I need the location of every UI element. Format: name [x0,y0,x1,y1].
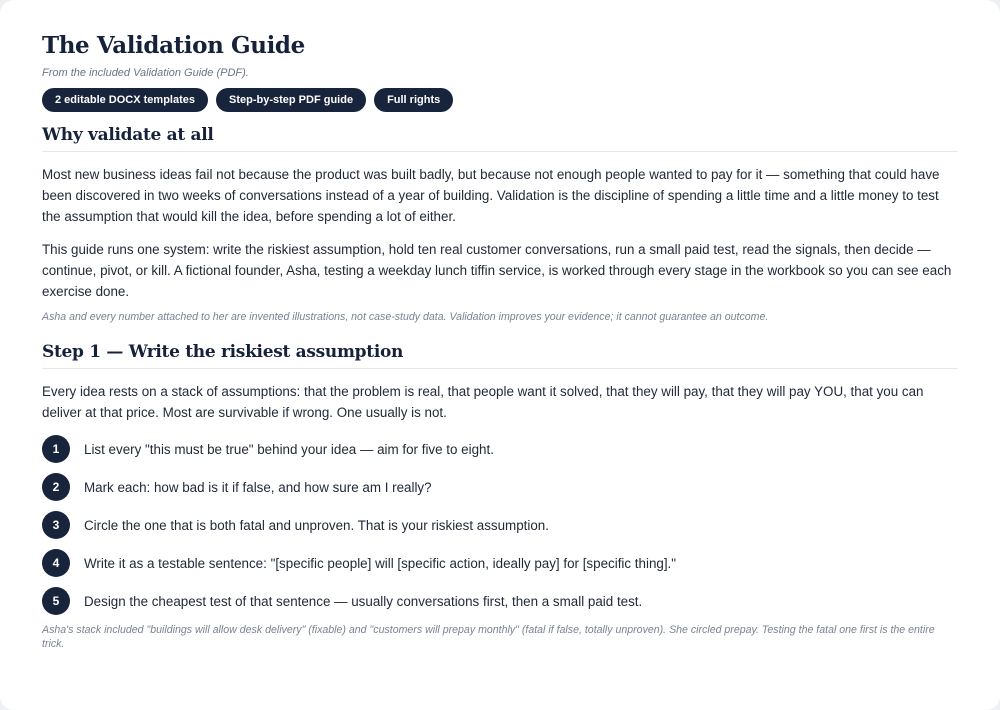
section-heading-step-1: Step 1 — Write the riskiest assumption [42,342,958,369]
list-item [42,511,958,539]
badge-pdf-guide: Step-by-step PDF guide [216,88,366,112]
why-paragraph-2: This guide runs one system: write the riskiest assumption, hold ten real customer conversations, run a small paid test, read the signals, then decide — continue, pivot, or kill. A fictional founder, Asha, testing a weekday lunch tiffin service, is worked through every stage in the workbook so you can see each exercise done. [42,242,952,299]
badge-row [42,88,958,112]
badge-docx-templates: 2 editable DOCX templates [42,88,208,112]
source-note: From the included Validation Guide (PDF). [42,67,249,79]
step-number-badge: 1 [42,435,70,463]
list-item [42,473,958,501]
step-text: Circle the one that is both fatal and unproven. That is your riskiest assumption. [84,517,549,533]
page-title: The Validation Guide [42,32,305,59]
step-1-intro: Every idea rests on a stack of assumptions: that the problem is real, that people want it solved, that they will pay, that they will pay YOU, that you can deliver at that price. Most are survivable if wrong. One usually is not. [42,384,924,420]
step-text: Design the cheapest test of that sentence — usually conversations first, then a small paid test. [84,593,643,609]
section-step-1 [42,342,958,651]
step-text: Mark each: how bad is it if false, and how sure am I really? [84,479,432,495]
list-item [42,549,958,577]
step-list [42,435,958,615]
step-number-badge: 3 [42,511,70,539]
step-number-badge: 5 [42,587,70,615]
why-paragraph-1: Most new business ideas fail not because the product was built badly, but because not enough people wanted to pay for it — something that could have been discovered in two weeks of conversations instead of a year of building. Validation is the discipline of spending a little time and a little money to test the assumption that would kill the idea, before spending a lot of either. [42,167,940,224]
why-disclaimer: Asha and every number attached to her are invented illustrations, not case-study data. Validation improves your evidence; it cannot guarantee an outcome. [42,311,769,323]
badge-full-rights: Full rights [374,88,453,112]
list-item [42,587,958,615]
list-item [42,435,958,463]
section-why-validate [42,125,958,324]
step-text: List every "this must be true" behind your idea — aim for five to eight. [84,441,494,457]
step-number-badge: 4 [42,549,70,577]
section-heading-why: Why validate at all [42,125,958,152]
step-number-badge: 2 [42,473,70,501]
step-text: Write it as a testable sentence: "[specific people] will [specific action, ideally pay] for [specific thing]." [84,555,677,571]
step-1-example-note: Asha's stack included "buildings will allow desk delivery" (fixable) and "customers will prepay monthly" (fatal if false, totally unproven). She circled prepay. Testing the fatal one first is the entire trick. [42,624,935,650]
